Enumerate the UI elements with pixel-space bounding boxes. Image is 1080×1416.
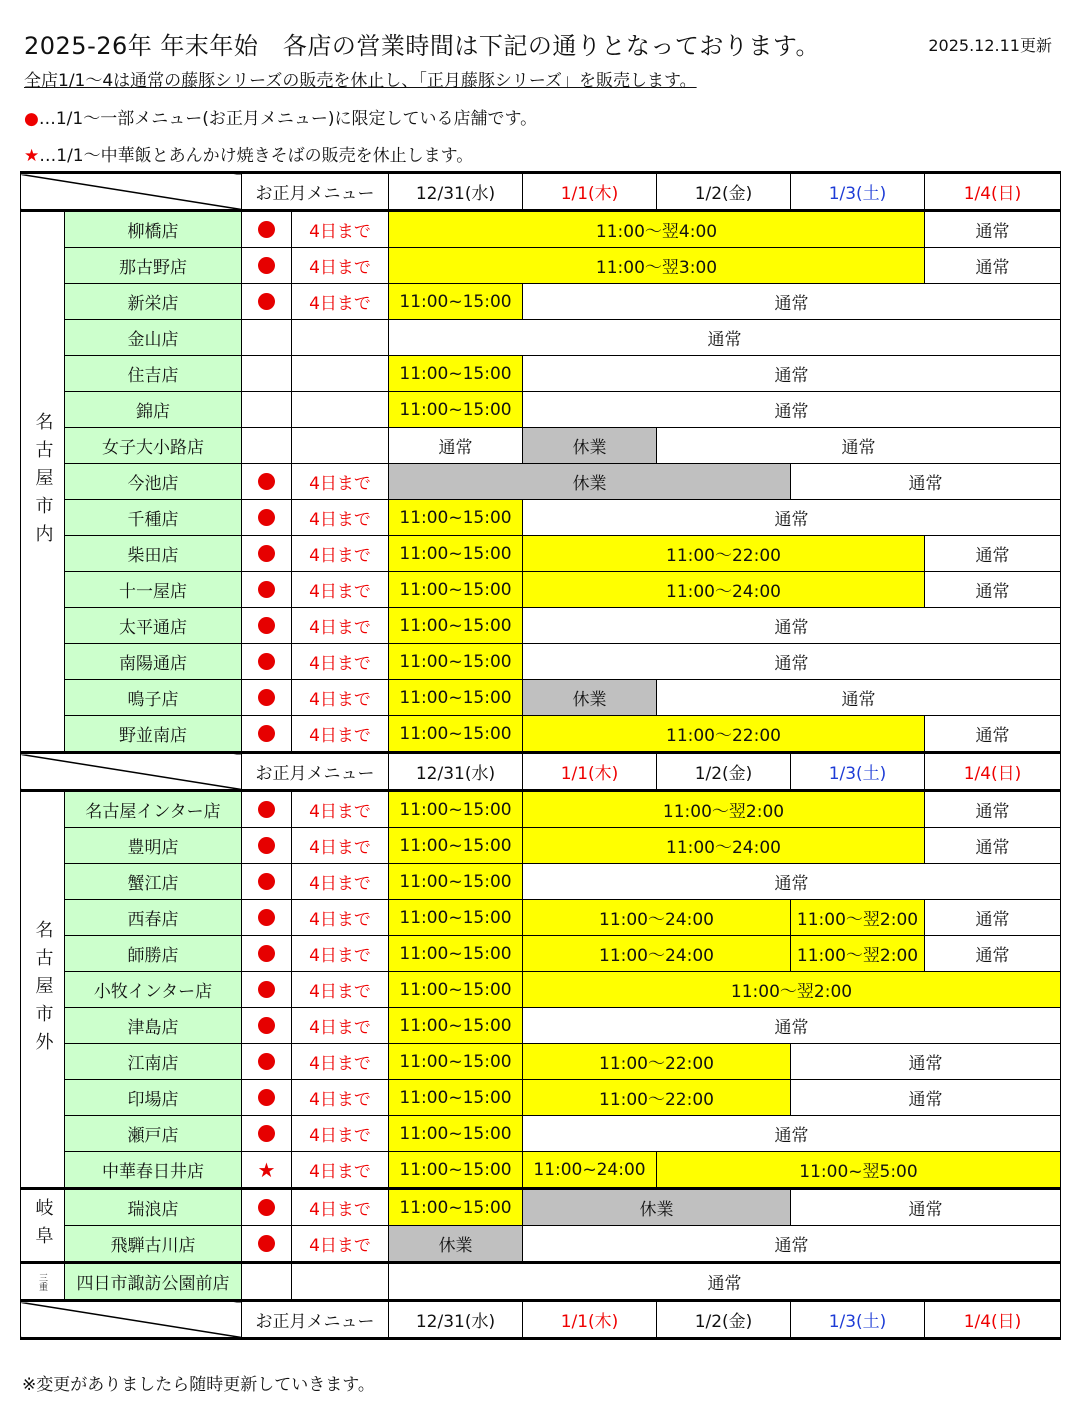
note-sales-suspension: 全店1/1～4は通常の藤豚シリーズの販売を休止し、「正月藤豚シリーズ」を販売します。: [24, 71, 697, 91]
menu-until: 4日まで: [292, 248, 389, 284]
hours-cell: 11:00~15:00: [389, 900, 523, 936]
limited-menu-dot: [242, 644, 292, 680]
hours-cell: 11:00~15:00: [389, 1152, 523, 1189]
table-row: [21, 1008, 1061, 1044]
hours-cell: 11:00～翌4:00: [389, 211, 925, 248]
menu-until: 4日まで: [292, 500, 389, 536]
store-name: 金山店: [65, 320, 242, 356]
table-row: [21, 211, 1061, 248]
note-limited-menu-text: …1/1～一部メニュー(お正月メニュー)に限定している店舗です。: [38, 109, 538, 129]
limited-menu-dot: [242, 972, 292, 1008]
limited-menu-dot: [242, 608, 292, 644]
menu-until-empty: [292, 320, 389, 356]
hours-cell: 通常: [389, 320, 1061, 356]
red-dot-icon: [258, 293, 275, 310]
hours-cell: 通常: [523, 608, 1061, 644]
hours-cell: 11:00~15:00: [389, 356, 523, 392]
store-name: 太平通店: [65, 608, 242, 644]
red-dot-icon: [258, 945, 275, 962]
hours-cell: 11:00~24:00: [523, 1152, 657, 1189]
header-d2: 1/1(木): [523, 1301, 657, 1339]
menu-until: 4日まで: [292, 1226, 389, 1263]
hours-cell: 通常: [523, 284, 1061, 320]
hours-cell: 11:00~15:00: [389, 716, 523, 753]
hours-cell: 11:00～翌2:00: [523, 791, 925, 828]
hours-cell: 11:00~15:00: [389, 1189, 523, 1226]
limited-menu-dot: [242, 936, 292, 972]
table-row: [21, 972, 1061, 1008]
header-d1: 12/31(水): [389, 753, 523, 791]
menu-until: 4日まで: [292, 936, 389, 972]
red-dot-icon: [258, 1235, 275, 1252]
table-row: [21, 1226, 1061, 1263]
hours-cell: 通常: [791, 1044, 1061, 1080]
store-name: 蟹江店: [65, 864, 242, 900]
table-row: [21, 608, 1061, 644]
hours-cell: 11:00～24:00: [523, 936, 791, 972]
table-header: [21, 173, 1061, 211]
store-name: 今池店: [65, 464, 242, 500]
store-name: 住吉店: [65, 356, 242, 392]
red-dot-icon: [258, 1125, 275, 1142]
red-dot-icon: [258, 909, 275, 926]
hours-cell: 11:00~15:00: [389, 972, 523, 1008]
hours-cell: 11:00~15:00: [389, 572, 523, 608]
limited-menu-dot: [242, 828, 292, 864]
hours-cell: 11:00~15:00: [389, 284, 523, 320]
store-name: 那古野店: [65, 248, 242, 284]
menu-until-empty: [292, 428, 389, 464]
menu-until: 4日まで: [292, 828, 389, 864]
hours-cell: 11:00~15:00: [389, 864, 523, 900]
limited-menu-dot: [242, 1226, 292, 1263]
hours-cell: 11:00～翌2:00: [523, 972, 1061, 1008]
table-row: [21, 1152, 1061, 1189]
red-dot-icon: [258, 801, 275, 818]
header-corner: [21, 173, 242, 211]
header-menu: お正月メニュー: [242, 753, 389, 791]
hours-cell: 11:00～24:00: [523, 828, 925, 864]
store-name: 印場店: [65, 1080, 242, 1116]
store-name: 師勝店: [65, 936, 242, 972]
hours-cell: 通常: [523, 500, 1061, 536]
store-name: 錦店: [65, 392, 242, 428]
region-gifu: 岐阜: [21, 1189, 65, 1263]
limited-menu-empty: [242, 356, 292, 392]
header-d5: 1/4(日): [925, 173, 1061, 211]
hours-cell: 11:00~15:00: [389, 936, 523, 972]
store-name: 柳橋店: [65, 211, 242, 248]
store-name: 小牧インター店: [65, 972, 242, 1008]
hours-cell: 11:00～22:00: [523, 716, 925, 753]
hours-cell: 通常: [925, 900, 1061, 936]
hours-cell: 通常: [925, 716, 1061, 753]
limited-menu-dot: [242, 716, 292, 753]
updated-date: 2025.12.11更新: [928, 36, 1052, 55]
store-name: 中華春日井店: [65, 1152, 242, 1189]
note-star: [24, 141, 473, 166]
table-row: [21, 791, 1061, 828]
store-name: 南陽通店: [65, 644, 242, 680]
red-dot-icon: [258, 981, 275, 998]
menu-until: 4日まで: [292, 1116, 389, 1152]
hours-cell: 通常: [389, 1263, 1061, 1301]
table-row: [21, 1189, 1061, 1226]
table-row: [21, 284, 1061, 320]
store-name: 女子大小路店: [65, 428, 242, 464]
red-dot-icon: [258, 257, 275, 274]
red-dot-icon: [258, 837, 275, 854]
menu-until: 4日まで: [292, 536, 389, 572]
menu-until: 4日まで: [292, 900, 389, 936]
hours-cell: 11:00~15:00: [389, 608, 523, 644]
limited-menu-dot: [242, 1008, 292, 1044]
limited-menu-dot: [242, 572, 292, 608]
hours-cell: 11:00~15:00: [389, 392, 523, 428]
red-dot-icon: [258, 581, 275, 598]
hours-cell: 11:00~15:00: [389, 536, 523, 572]
footer-note: ※変更がありましたら随時更新していきます。: [22, 1375, 375, 1395]
header-d5: 1/4(日): [925, 1301, 1061, 1339]
limited-menu-empty: [242, 320, 292, 356]
limited-menu-dot: [242, 1116, 292, 1152]
table-row: [21, 464, 1061, 500]
closed-cell: 休業: [523, 1189, 791, 1226]
limited-menu-dot: [242, 680, 292, 716]
table-row: [21, 1044, 1061, 1080]
hours-cell: 11:00～翌2:00: [791, 900, 925, 936]
table-row: [21, 900, 1061, 936]
hours-cell: 11:00～24:00: [523, 572, 925, 608]
menu-until-empty: [292, 1263, 389, 1301]
limited-menu-dot: [242, 864, 292, 900]
hours-cell: 通常: [925, 211, 1061, 248]
store-name: 名古屋インター店: [65, 791, 242, 828]
table-row: [21, 864, 1061, 900]
table-header: [21, 753, 1061, 791]
limited-menu-dot: [242, 464, 292, 500]
table-row: [21, 936, 1061, 972]
store-name: 鳴子店: [65, 680, 242, 716]
red-dot-icon: [258, 873, 275, 890]
limited-menu-empty: [242, 1263, 292, 1301]
menu-until-empty: [292, 356, 389, 392]
store-name: 津島店: [65, 1008, 242, 1044]
store-name: 柴田店: [65, 536, 242, 572]
header-d2: 1/1(木): [523, 173, 657, 211]
limited-menu-dot: [242, 791, 292, 828]
header-d4: 1/3(土): [791, 1301, 925, 1339]
hours-cell: 通常: [791, 464, 1061, 500]
table-row: [21, 536, 1061, 572]
red-dot-icon: [258, 1017, 275, 1034]
table-row: [21, 320, 1061, 356]
hours-cell: 通常: [389, 428, 523, 464]
limited-menu-dot: [242, 1189, 292, 1226]
hours-cell: 通常: [925, 536, 1061, 572]
red-dot-icon: [258, 473, 275, 490]
region-nagoya-in: 名古屋市内: [21, 211, 65, 753]
header-d4: 1/3(土): [791, 173, 925, 211]
menu-until: 4日まで: [292, 864, 389, 900]
menu-until: 4日まで: [292, 284, 389, 320]
menu-until: 4日まで: [292, 572, 389, 608]
limited-menu-dot: [242, 900, 292, 936]
table-row: [21, 680, 1061, 716]
hours-cell: 通常: [657, 680, 1061, 716]
store-name: 西春店: [65, 900, 242, 936]
hours-cell: 11:00～翌2:00: [791, 936, 925, 972]
region-mie: 三重: [21, 1263, 65, 1301]
store-name: 飛騨古川店: [65, 1226, 242, 1263]
closed-cell: 休業: [523, 680, 657, 716]
store-name: 瀬戸店: [65, 1116, 242, 1152]
menu-until: 4日まで: [292, 716, 389, 753]
hours-cell: 11:00~15:00: [389, 500, 523, 536]
red-dot-icon: [258, 617, 275, 634]
closed-cell: 休業: [389, 1226, 523, 1263]
table-row: [21, 828, 1061, 864]
header-d5: 1/4(日): [925, 753, 1061, 791]
menu-until: 4日まで: [292, 1008, 389, 1044]
store-name: 十一屋店: [65, 572, 242, 608]
hours-cell: 通常: [523, 864, 1061, 900]
red-dot-icon: [258, 509, 275, 526]
hours-cell: 11:00～22:00: [523, 536, 925, 572]
store-name: 江南店: [65, 1044, 242, 1080]
hours-cell: 11:00~翌5:00: [657, 1152, 1061, 1189]
store-name: 瑞浪店: [65, 1189, 242, 1226]
table-row: [21, 428, 1061, 464]
page-title: 2025-26年 年末年始 各店の営業時間は下記の通りとなっております。: [24, 32, 820, 60]
header-d3: 1/2(金): [657, 753, 791, 791]
limited-menu-dot: [242, 211, 292, 248]
table-row: [21, 1080, 1061, 1116]
menu-until: 4日まで: [292, 972, 389, 1008]
hours-cell: 11:00～22:00: [523, 1080, 791, 1116]
store-name: 野並南店: [65, 716, 242, 753]
menu-until: 4日まで: [292, 680, 389, 716]
table-row: [21, 356, 1061, 392]
table-row: [21, 1116, 1061, 1152]
hours-cell: 通常: [925, 936, 1061, 972]
table-row: [21, 392, 1061, 428]
table-row: [21, 716, 1061, 753]
closed-cell: 休業: [389, 464, 791, 500]
header-d1: 12/31(水): [389, 173, 523, 211]
table-row: [21, 248, 1061, 284]
limited-menu-dot: [242, 1080, 292, 1116]
table-header: [21, 1301, 1061, 1339]
hours-cell: 通常: [791, 1189, 1061, 1226]
menu-until: 4日まで: [292, 464, 389, 500]
region-nagoya-out: 名古屋市外: [21, 791, 65, 1189]
limited-menu-dot: [242, 284, 292, 320]
star-mark: ★: [24, 146, 40, 166]
header-d3: 1/2(金): [657, 1301, 791, 1339]
limited-menu-star: [242, 1152, 292, 1189]
hours-cell: 通常: [523, 644, 1061, 680]
closed-cell: 休業: [523, 428, 657, 464]
hours-cell: 11:00~15:00: [389, 791, 523, 828]
hours-cell: 通常: [523, 1226, 1061, 1263]
hours-cell: 11:00~15:00: [389, 644, 523, 680]
red-dot-icon: [258, 221, 275, 238]
hours-cell: 11:00～22:00: [523, 1044, 791, 1080]
limited-menu-dot: [242, 1044, 292, 1080]
limited-menu-empty: [242, 392, 292, 428]
hours-cell: 11:00~15:00: [389, 680, 523, 716]
table-row: [21, 500, 1061, 536]
red-dot-icon: [258, 1199, 275, 1216]
header-menu: お正月メニュー: [242, 173, 389, 211]
limited-menu-empty: [242, 428, 292, 464]
store-name: 四日市諏訪公園前店: [65, 1263, 242, 1301]
table-row: [21, 1263, 1061, 1301]
menu-until: 4日まで: [292, 1044, 389, 1080]
header-corner: [21, 753, 242, 791]
limited-menu-dot: [242, 500, 292, 536]
hours-cell: 11:00~15:00: [389, 828, 523, 864]
header-d4: 1/3(土): [791, 753, 925, 791]
hours-cell: 通常: [925, 791, 1061, 828]
limited-menu-dot: [242, 248, 292, 284]
red-dot-icon: [258, 1053, 275, 1070]
hours-cell: 通常: [925, 572, 1061, 608]
hours-cell: 11:00~15:00: [389, 1008, 523, 1044]
menu-until: 4日まで: [292, 644, 389, 680]
header-d1: 12/31(水): [389, 1301, 523, 1339]
menu-until: 4日まで: [292, 211, 389, 248]
header-menu: お正月メニュー: [242, 1301, 389, 1339]
menu-until-empty: [292, 392, 389, 428]
red-dot-icon: [258, 653, 275, 670]
hours-cell: 11:00~15:00: [389, 1116, 523, 1152]
header-d2: 1/1(木): [523, 753, 657, 791]
hours-cell: 11:00～24:00: [523, 900, 791, 936]
hours-cell: 通常: [925, 248, 1061, 284]
menu-until: 4日まで: [292, 1152, 389, 1189]
red-dot-mark: ●: [24, 109, 39, 129]
hours-cell: 11:00～翌3:00: [389, 248, 925, 284]
star-icon: ★: [257, 1157, 276, 1182]
hours-cell: 通常: [523, 1008, 1061, 1044]
note-star-text: …1/1～中華飯とあんかけ焼きそばの販売を休止します。: [39, 146, 474, 166]
menu-until: 4日まで: [292, 791, 389, 828]
note-limited-menu: [24, 104, 537, 129]
store-name: 新栄店: [65, 284, 242, 320]
hours-cell: 通常: [657, 428, 1061, 464]
hours-cell: 通常: [791, 1080, 1061, 1116]
menu-until: 4日まで: [292, 1080, 389, 1116]
table-row: [21, 572, 1061, 608]
hours-cell: 通常: [523, 356, 1061, 392]
red-dot-icon: [258, 545, 275, 562]
hours-cell: 通常: [523, 1116, 1061, 1152]
hours-cell: 通常: [523, 392, 1061, 428]
header-d3: 1/2(金): [657, 173, 791, 211]
table-row: [21, 644, 1061, 680]
hours-cell: 11:00~15:00: [389, 1080, 523, 1116]
menu-until: 4日まで: [292, 1189, 389, 1226]
hours-table: [20, 171, 1061, 1340]
red-dot-icon: [258, 689, 275, 706]
header-corner: [21, 1301, 242, 1339]
red-dot-icon: [258, 1089, 275, 1106]
hours-cell: 通常: [925, 828, 1061, 864]
red-dot-icon: [258, 725, 275, 742]
store-name: 豊明店: [65, 828, 242, 864]
menu-until: 4日まで: [292, 608, 389, 644]
limited-menu-dot: [242, 536, 292, 572]
store-name: 千種店: [65, 500, 242, 536]
hours-cell: 11:00~15:00: [389, 1044, 523, 1080]
